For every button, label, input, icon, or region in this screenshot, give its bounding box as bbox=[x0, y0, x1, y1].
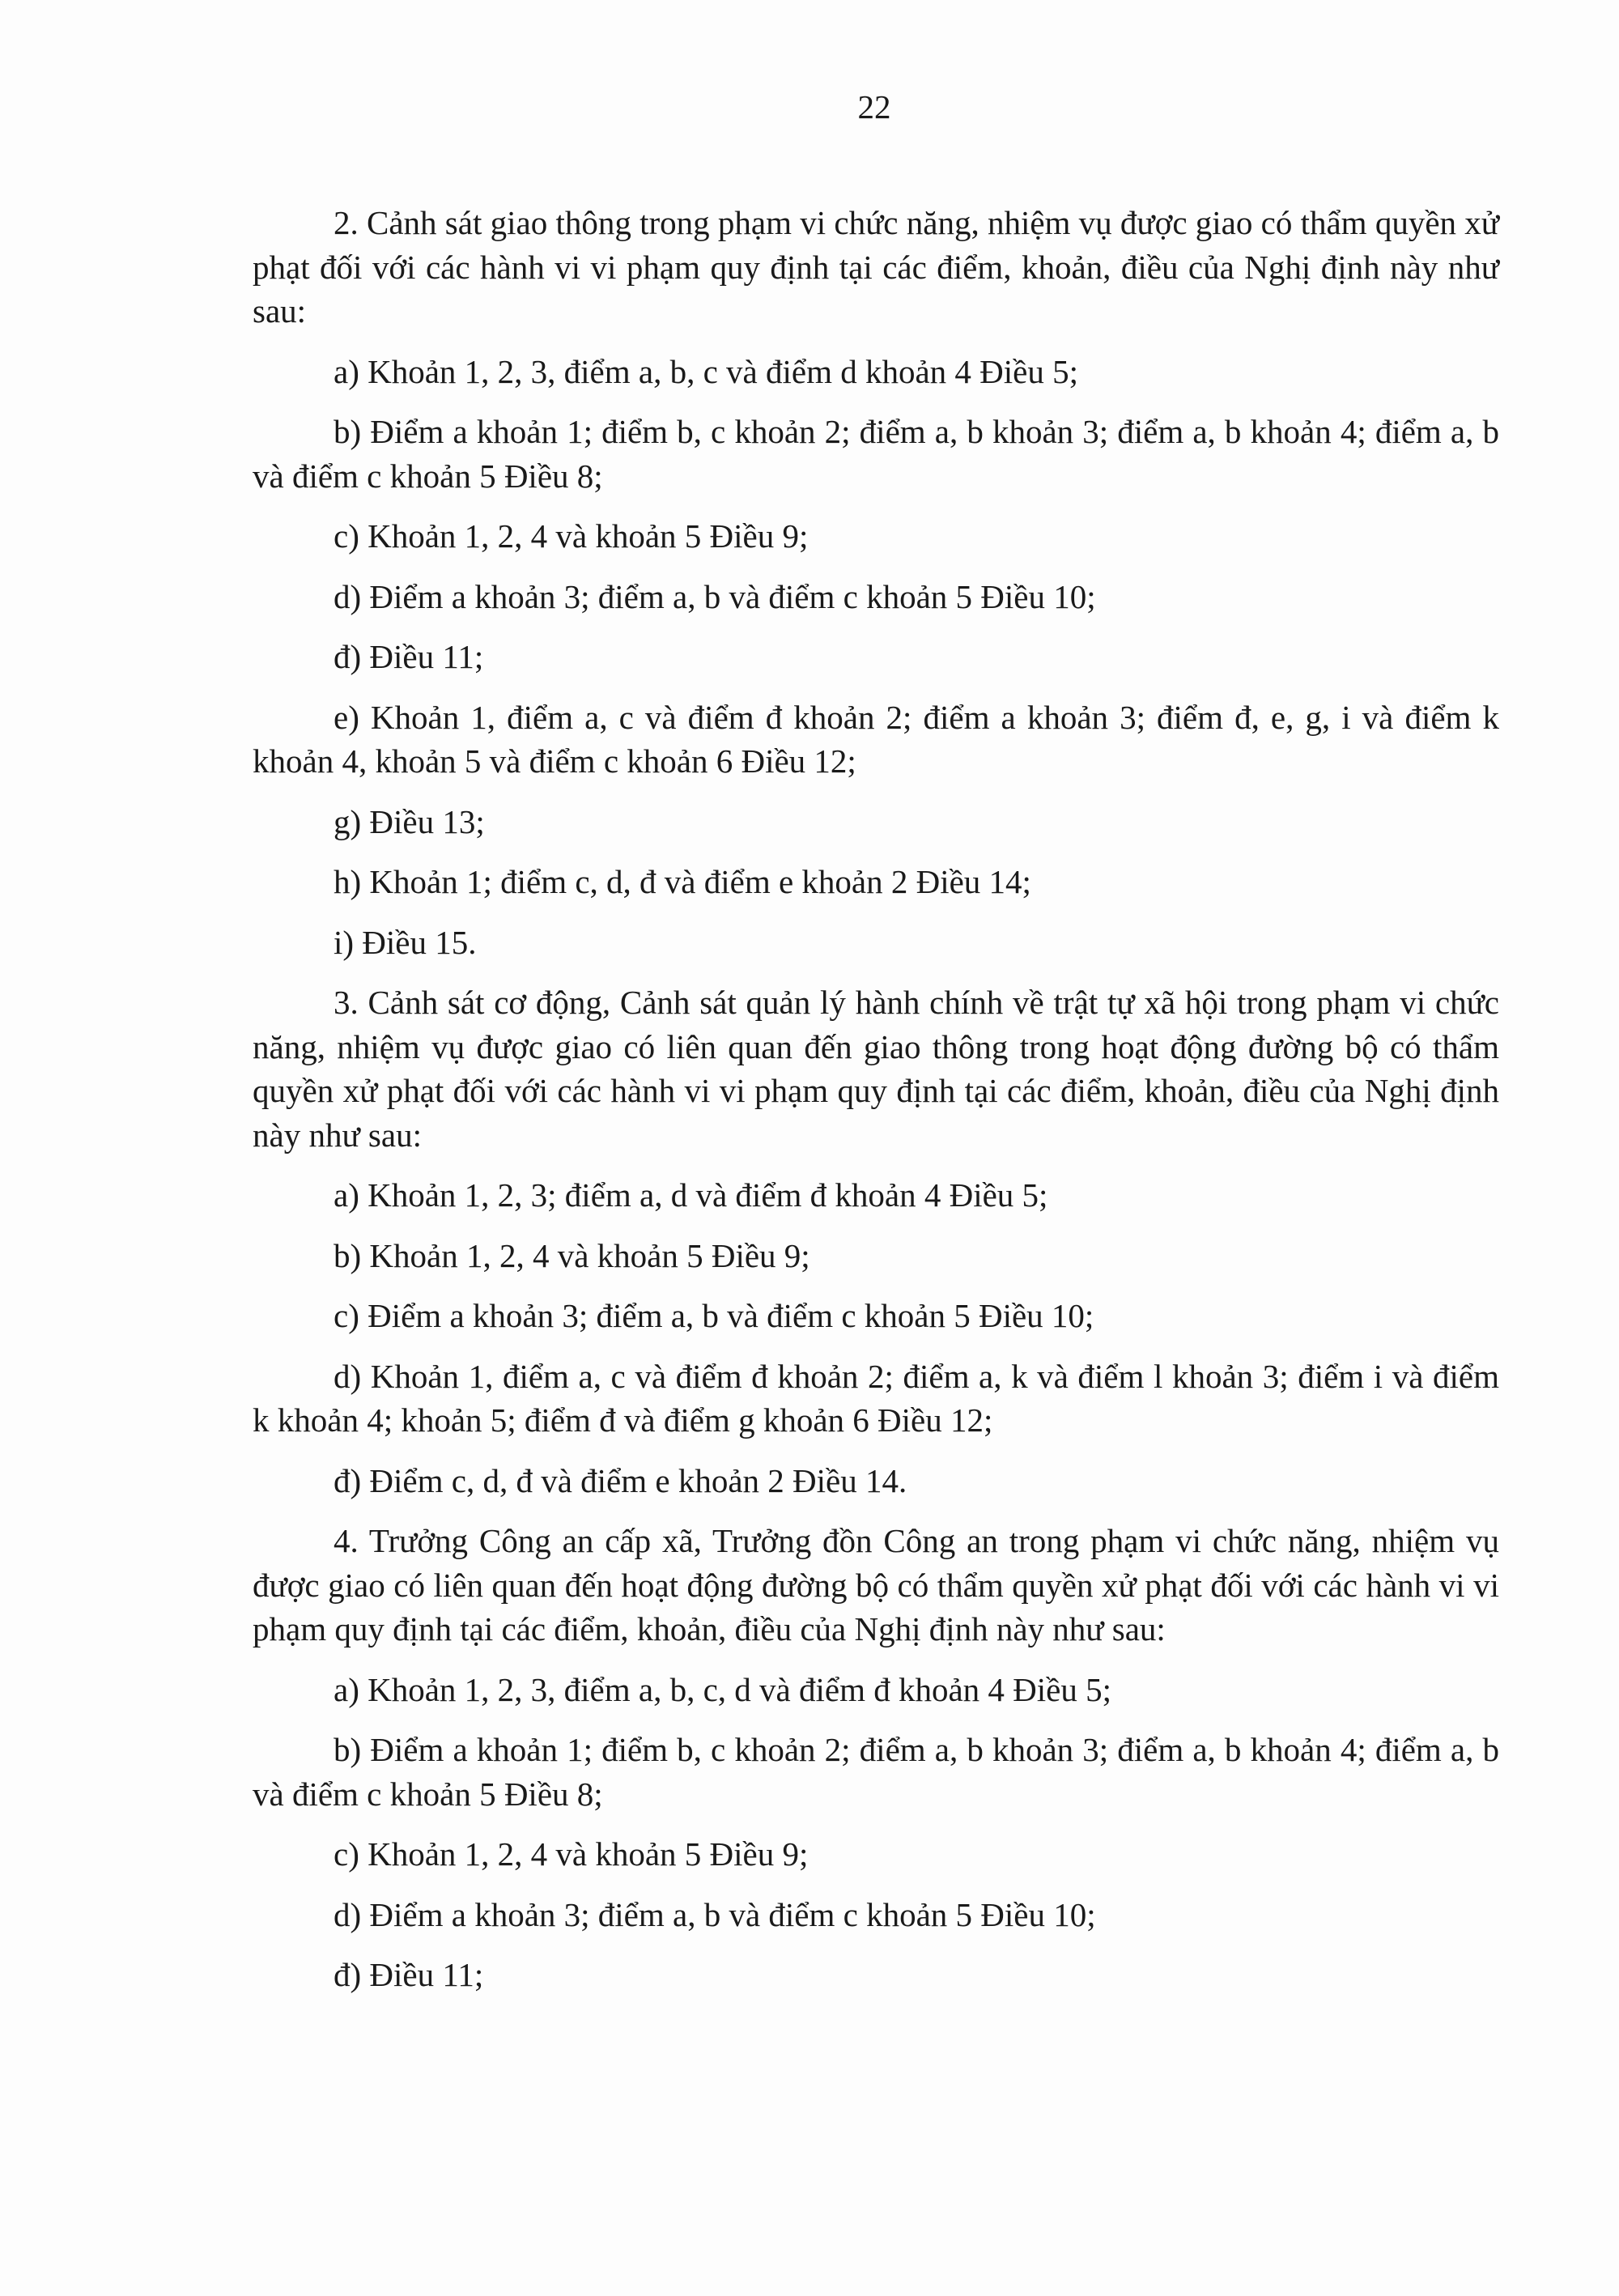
clause-2-item-c: c) Khoản 1, 2, 4 và khoản 5 Điều 9; bbox=[334, 517, 809, 555]
clause-2-item-i: i) Điều 15. bbox=[334, 923, 477, 961]
clause-2-item-e: e) Khoản 1, điểm a, c và điểm đ khoản 2; điểm a khoản 3; điểm đ, e, g, i và điểm k khoản 4, khoản 5 và điểm c khoản 6 Điều 12; bbox=[253, 698, 1499, 780]
clause-4-item-a: a) Khoản 1, 2, 3, điểm a, b, c, d và điểm đ khoản 4 Điều 5; bbox=[334, 1670, 1111, 1708]
clause-2-item-d: d) Điểm a khoản 3; điểm a, b và điểm c khoản 5 Điều 10; bbox=[334, 577, 1096, 615]
document-body bbox=[253, 201, 1499, 2013]
clause-3-intro: 3. Cảnh sát cơ động, Cảnh sát quản lý hành chính về trật tự xã hội trong phạm vi chức năng, nhiệm vụ được giao có liên quan đến giao thông trong hoạt động đường bộ có thẩm quyền xử phạt đối với các hành vi vi phạm quy định tại các điểm, khoản, điều của Nghị định này như sau: bbox=[253, 984, 1499, 1154]
clause-2-item-h: h) Khoản 1; điểm c, d, đ và điểm e khoản 2 Điều 14; bbox=[334, 863, 1031, 900]
clause-4-item-d: d) Điểm a khoản 3; điểm a, b và điểm c khoản 5 Điều 10; bbox=[334, 1895, 1096, 1933]
clause-2-item-a: a) Khoản 1, 2, 3, điểm a, b, c và điểm d khoản 4 Điều 5; bbox=[334, 352, 1078, 390]
clause-4-item-c: c) Khoản 1, 2, 4 và khoản 5 Điều 9; bbox=[334, 1835, 809, 1873]
clause-2-item-b: b) Điểm a khoản 1; điểm b, c khoản 2; điểm a, b khoản 3; điểm a, b khoản 4; điểm a, b và điểm c khoản 5 Điều 8; bbox=[253, 413, 1499, 495]
clause-3-item-dd: đ) Điểm c, d, đ và điểm e khoản 2 Điều 14. bbox=[334, 1461, 907, 1499]
clause-4-item-b: b) Điểm a khoản 1; điểm b, c khoản 2; điểm a, b khoản 3; điểm a, b khoản 4; điểm a, b và điểm c khoản 5 Điều 8; bbox=[253, 1731, 1499, 1813]
clause-2-intro: 2. Cảnh sát giao thông trong phạm vi chức năng, nhiệm vụ được giao có thẩm quyền xử phạt đối với các hành vi vi phạm quy định tại các điểm, khoản, điều của Nghị định này như sau: bbox=[253, 204, 1499, 330]
clause-4-intro: 4. Trưởng Công an cấp xã, Trưởng đồn Công an trong phạm vi chức năng, nhiệm vụ được giao có liên quan đến hoạt động đường bộ có thẩm quyền xử phạt đối với các hành vi vi phạm quy định tại các điểm, khoản, điều của Nghị định này như sau: bbox=[253, 1522, 1499, 1648]
page-number: 22 bbox=[857, 88, 891, 125]
clause-3-item-b: b) Khoản 1, 2, 4 và khoản 5 Điều 9; bbox=[334, 1236, 810, 1274]
clause-3-item-d: d) Khoản 1, điểm a, c và điểm đ khoản 2; điểm a, k và điểm l khoản 3; điểm i và điểm k khoản 4; khoản 5; điểm đ và điểm g khoản 6 Điều 12; bbox=[253, 1357, 1499, 1439]
clause-4-item-dd: đ) Điều 11; bbox=[334, 1956, 484, 1993]
clause-3-item-a: a) Khoản 1, 2, 3; điểm a, d và điểm đ khoản 4 Điều 5; bbox=[334, 1176, 1048, 1214]
clause-2-item-dd: đ) Điều 11; bbox=[334, 638, 484, 675]
clause-2-item-g: g) Điều 13; bbox=[334, 802, 485, 840]
clause-3-item-c: c) Điểm a khoản 3; điểm a, b và điểm c khoản 5 Điều 10; bbox=[334, 1297, 1094, 1334]
